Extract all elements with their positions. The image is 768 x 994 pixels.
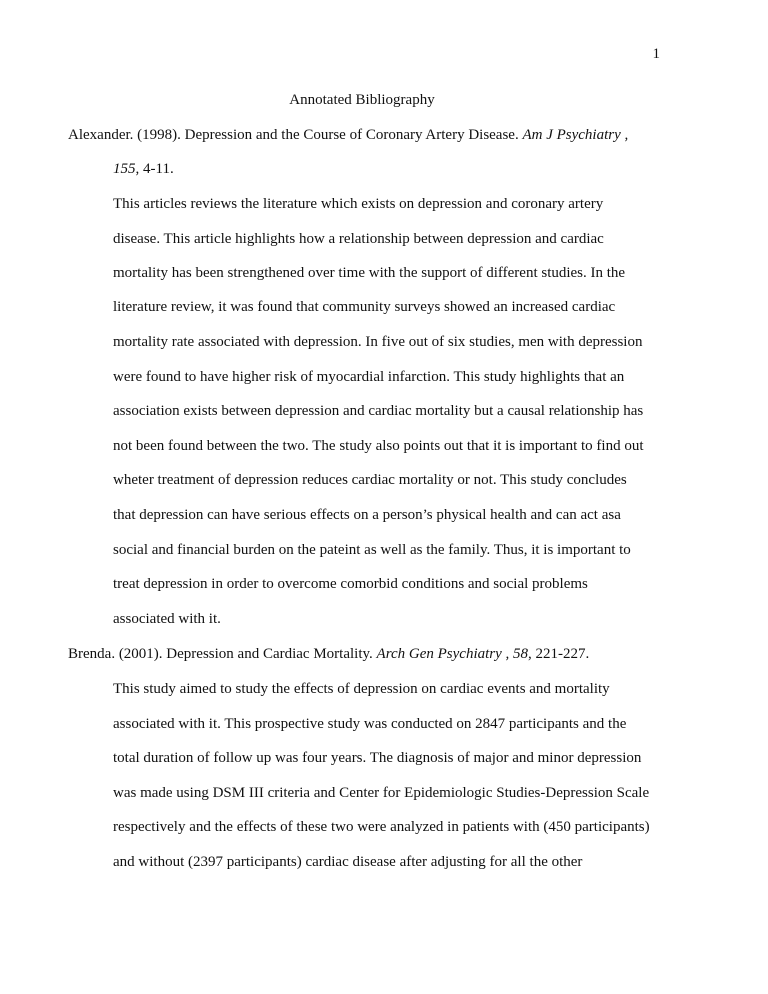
journal-volume: 58 — [513, 646, 529, 662]
journal-name: Arch Gen Psychiatry , — [376, 646, 510, 662]
annotation-line: This study aimed to study the effects of depression on cardiac events and mortality — [113, 681, 610, 697]
annotation-line: association exists between depression and cardiac mortality but a causal relationship has — [113, 403, 644, 419]
annotation-line: mortality has been strengthened over time with the support of different studies. In the — [113, 265, 626, 281]
annotation-line: treat depression in order to overcome comorbid conditions and social problems — [113, 576, 588, 592]
annotation-line: not been found between the two. The study also points out that it is important to find out — [113, 438, 644, 454]
citation-alexander-continued — [113, 160, 174, 178]
citation-text: Alexander. (1998). Depression and the Course of Coronary Artery Disease. — [68, 127, 523, 143]
annotation-line: social and financial burden on the pateint as well as the family. Thus, it is important to — [113, 542, 631, 558]
annotation-line: mortality rate associated with depression. In five out of six studies, men with depression — [113, 334, 643, 350]
citation-text: Brenda. (2001). Depression and Cardiac Mortality. — [68, 646, 377, 662]
annotation-line: were found to have higher risk of myocardial infarction. This study highlights that an — [113, 369, 625, 385]
annotation-line: and without (2397 participants) cardiac disease after adjusting for all the other — [113, 854, 583, 870]
annotation-line: that depression can have serious effects on a person’s physical health and can act asa — [113, 507, 621, 523]
citation-brenda — [68, 645, 589, 663]
citation-alexander — [68, 126, 628, 144]
citation-pages: , 4-11. — [135, 161, 174, 177]
annotation-line: This articles reviews the literature which exists on depression and coronary artery — [113, 196, 604, 212]
annotation-line: respectively and the effects of these two were analyzed in patients with (450 participants) — [113, 819, 650, 835]
document-title: Annotated Bibliography — [289, 92, 435, 108]
annotation-line: associated with it. This prospective study was conducted on 2847 participants and the — [113, 716, 627, 732]
annotation-line: disease. This article highlights how a relationship between depression and cardiac — [113, 231, 604, 247]
annotation-line: was made using DSM III criteria and Center for Epidemiologic Studies-Depression Scale — [113, 785, 650, 801]
annotation-line: total duration of follow up was four years. The diagnosis of major and minor depression — [113, 750, 642, 766]
journal-name: Am J Psychiatry , — [522, 127, 629, 143]
annotation-line: associated with it. — [113, 611, 221, 627]
annotation-line: literature review, it was found that community surveys showed an increased cardiac — [113, 299, 616, 315]
citation-pages: , 221-227. — [528, 646, 590, 662]
journal-volume: 155 — [113, 161, 136, 177]
annotation-line: wheter treatment of depression reduces cardiac mortality or not. This study concludes — [113, 472, 627, 488]
page-number: 1 — [652, 46, 660, 62]
